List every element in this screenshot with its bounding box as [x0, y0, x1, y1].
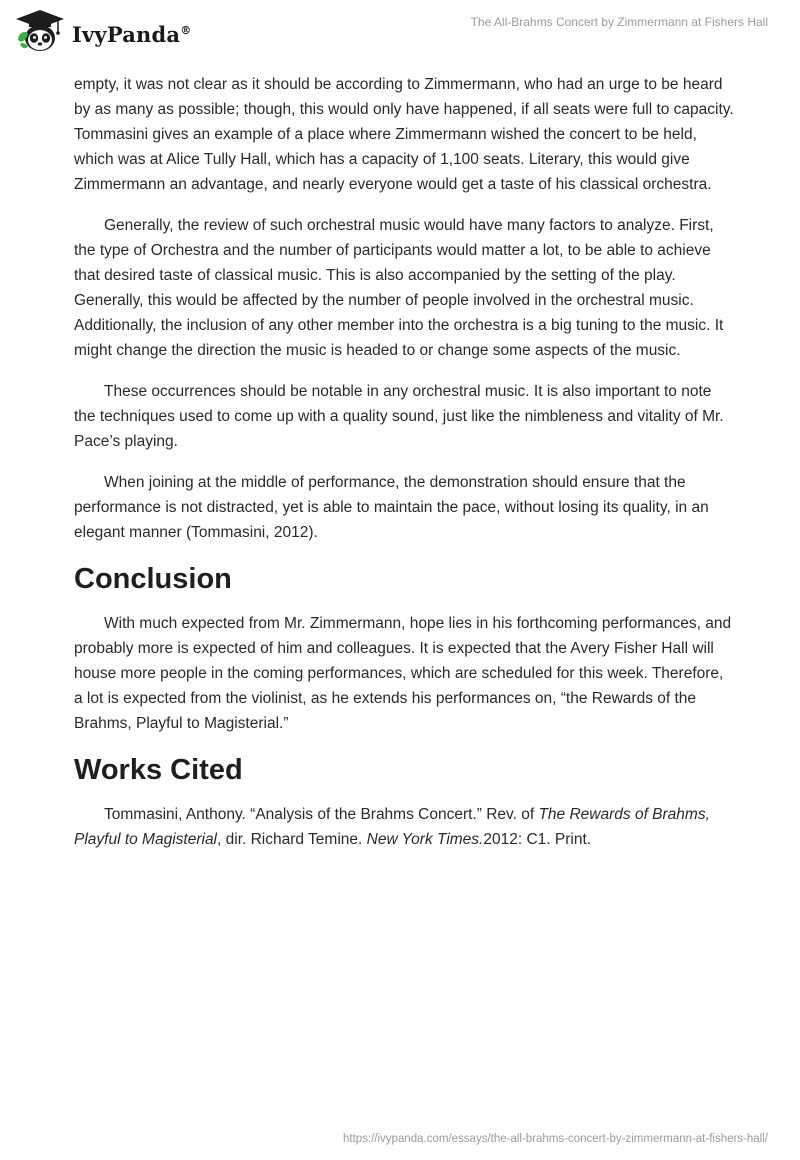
ivypanda-logo[interactable] — [14, 8, 191, 54]
page-header — [0, 0, 800, 64]
paragraph-continuation: empty, it was not clear as it should be according to Zimmermann, who had an urge to be heard by as many as possible; though, this would only have happened, if all seats were full to capacity. Tommasini gives an example of a place where Zimmermann wished the concert to be held, which was at Alice Tully Hall, which has a capacity of 1,100 seats. Literary, this would give Zimmermann an advantage, and nearly everyone would get a taste of his classical orchestra. — [74, 76, 734, 193]
paragraph-review-factors: Generally, the review of such orchestral music would have many factors to analyze. First, the type of Orchestra and the number of participants would matter a lot, to be able to achieve that desired taste of classical music. This is also accompanied by the setting of the play. Generally, this would be affected by the number of people involved in the orchestral music. Additionally, the inclusion of any other member into the orchestra is a big tuning to the music. It might change the direction the music is headed to or change some aspects of the music. — [74, 217, 724, 359]
citation-entry — [74, 802, 734, 852]
registered-mark: ® — [180, 23, 192, 37]
citation-tail: 2012: C1. Print. — [483, 831, 592, 848]
source-url[interactable]: https://ivypanda.com/essays/the-all-brahms-concert-by-zimmermann-at-fishers-hall/ — [342, 1133, 768, 1145]
paragraph-joining: When joining at the middle of performance, the demonstration should ensure that the performance is not distracted, yet is able to maintain the pace, without losing its quality, in an elegant manner (Tommasini, 2012). — [74, 474, 709, 541]
citation-publication: New York Times. — [366, 831, 484, 848]
running-title: The All-Brahms Concert by Zimmermann at Fishers Hall — [470, 15, 768, 29]
panda-graduate-icon — [14, 8, 66, 54]
conclusion-paragraph: With much expected from Mr. Zimmermann, hope lies in his forthcoming performances, and probably more is expected of him and colleagues. It is expected that the Avery Fisher Hall will house more people in the coming performances, which are scheduled for this week. Therefore, a lot is expected from the violinist, as he extends his performances on, “the Rewards of the Brahms, Playful to Magisterial.” — [74, 615, 732, 732]
essay-content — [74, 72, 734, 852]
works-cited-heading: Works Cited — [74, 754, 243, 786]
citation-author: Tommasini, Anthony. “Analysis of the Brahms Concert.” Rev. of — [104, 806, 539, 823]
citation-director: , dir. Richard Temine. — [217, 831, 367, 848]
conclusion-heading: Conclusion — [74, 563, 232, 595]
citation-work-title: The Rewards of Brahms, Playful to Magisterial — [74, 806, 710, 848]
paragraph-occurrences: These occurrences should be notable in any orchestral music. It is also important to note the techniques used to come up with a quality sound, just like the nimbleness and vitality of Mr. Pace’s playing. — [74, 383, 724, 450]
logo-wordmark: IvyPanda® — [72, 21, 192, 47]
